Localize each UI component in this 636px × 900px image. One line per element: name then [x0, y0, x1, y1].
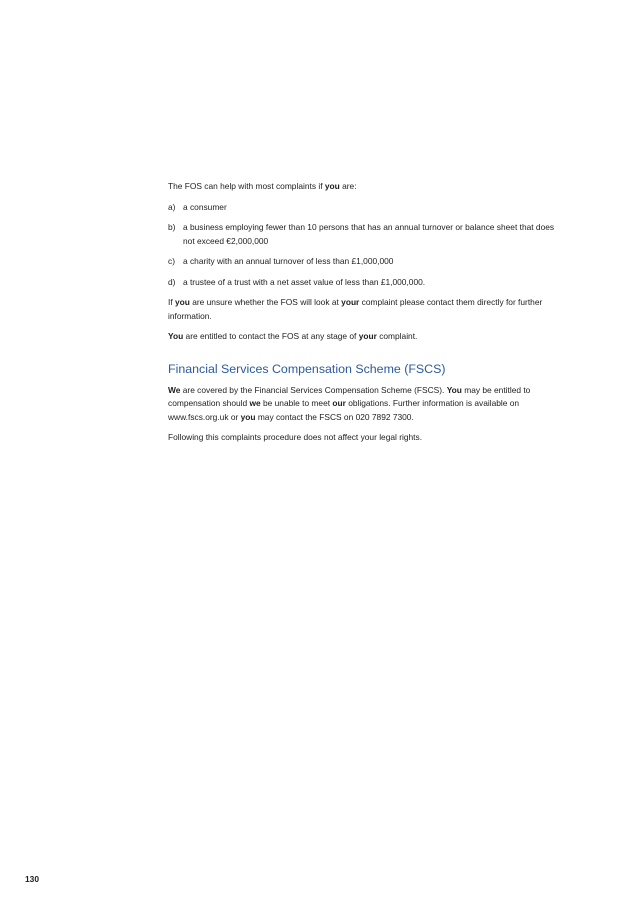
list-marker: d): [168, 276, 176, 287]
legal-rights-paragraph: Following this complaints procedure does not affect your legal rights.: [168, 432, 423, 442]
fscs-heading: Financial Services Compensation Scheme (FSCS): [168, 361, 446, 376]
list-item: [168, 276, 568, 290]
list-text: a business employing fewer than 10 persons that has an annual turnover or balance sheet that does not exceed €2,000,000: [183, 222, 555, 246]
fos-intro: The FOS can help with most complaints if you are:: [168, 181, 357, 191]
list-marker: a): [168, 201, 176, 212]
fscs-paragraph: We are covered by the Financial Services Compensation Scheme (FSCS). You may be entitled to compensation should we be unable to meet our obligations. Further information is available on www.fscs.org.uk or you may contact the FSCS on 020 7892 7300.: [168, 384, 531, 422]
list-marker: b): [168, 222, 176, 232]
fos-unsure-paragraph: If you are unsure whether the FOS will look at your complaint please contact them directly for further information.: [168, 297, 543, 321]
list-item: [168, 221, 568, 248]
fos-entitled-paragraph: You are entitled to contact the FOS at any stage of your complaint.: [168, 331, 418, 341]
page-content: [168, 180, 568, 452]
list-text: a charity with an annual turnover of less than £1,000,000: [183, 256, 394, 266]
list-marker: c): [168, 256, 175, 266]
list-text: a trustee of a trust with a net asset value of less than £1,000,000.: [183, 276, 426, 287]
list-item: [168, 201, 568, 215]
list-text: a consumer: [183, 201, 227, 212]
list-item: [168, 255, 568, 269]
page-number: 130: [25, 874, 39, 884]
